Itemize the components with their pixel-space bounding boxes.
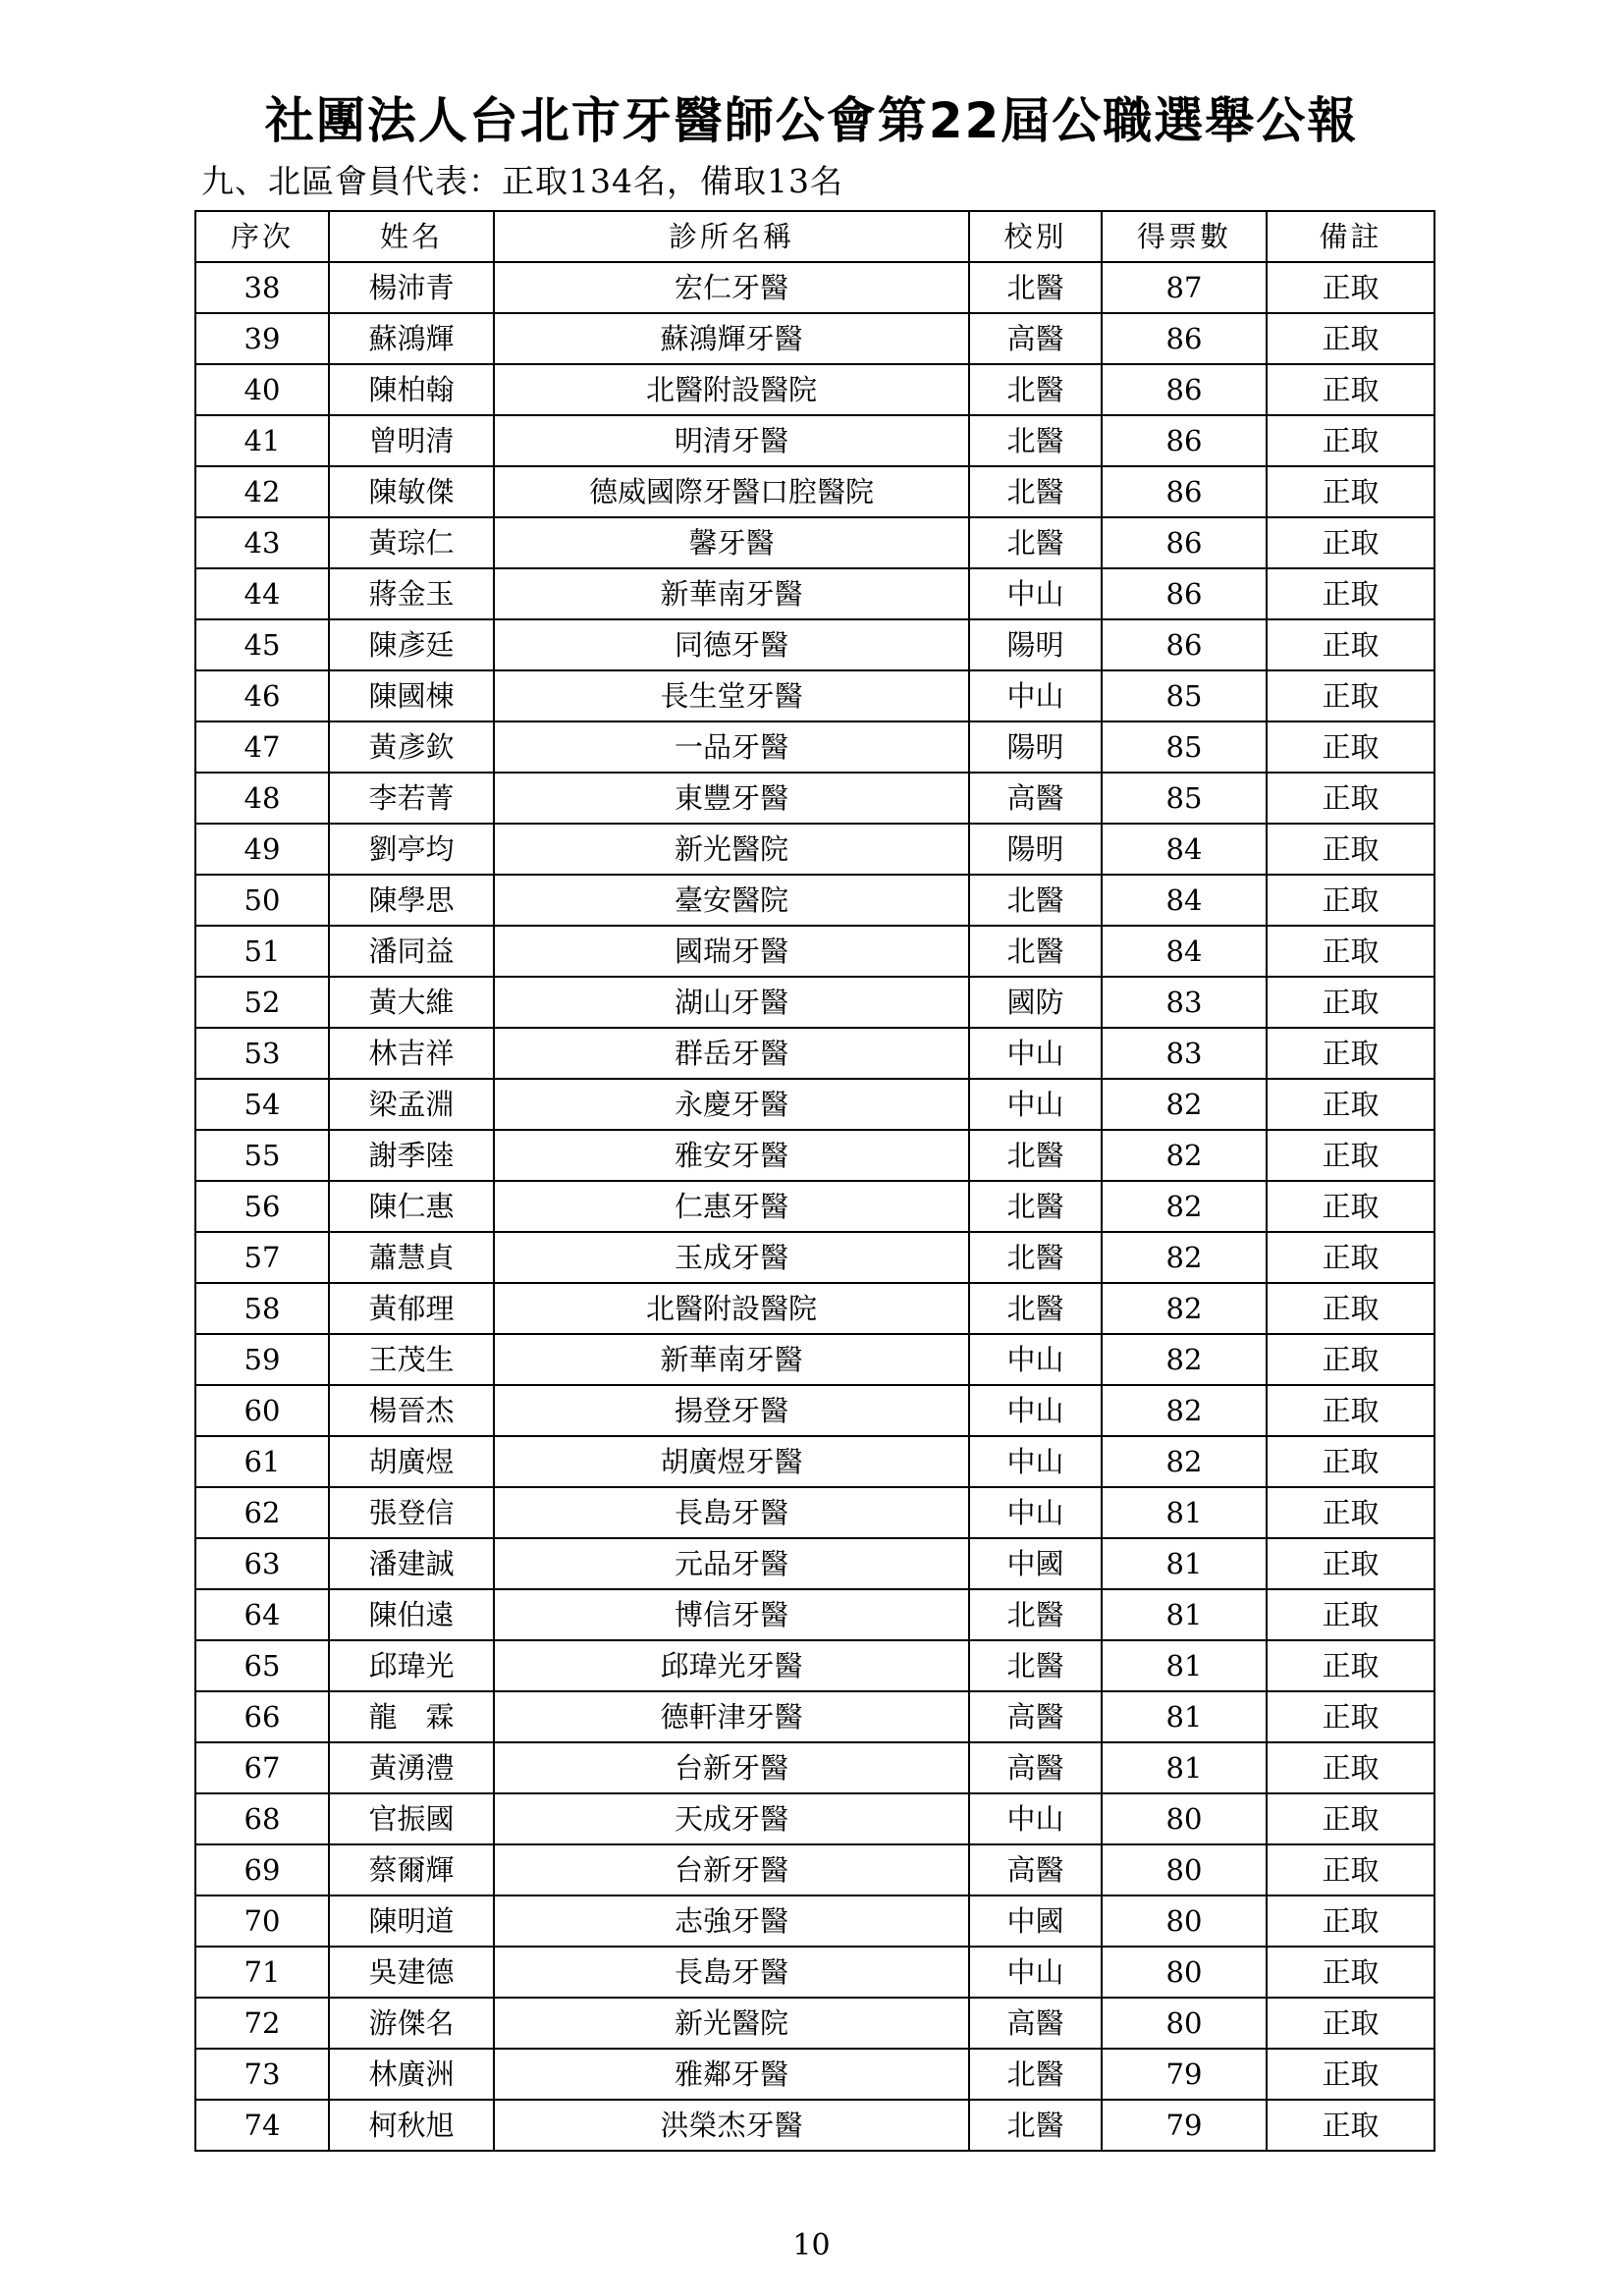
remark-cell: 正取 bbox=[1267, 1793, 1434, 1844]
votes-cell: 83 bbox=[1102, 977, 1267, 1028]
table-row bbox=[195, 1487, 1434, 1538]
clinic-cell: 湖山牙醫 bbox=[494, 977, 969, 1028]
table-row bbox=[195, 1538, 1434, 1589]
remark-cell: 正取 bbox=[1267, 1896, 1434, 1947]
votes-cell: 80 bbox=[1102, 1947, 1267, 1998]
table-row bbox=[195, 517, 1434, 568]
clinic-cell: 台新牙醫 bbox=[494, 1844, 969, 1896]
clinic-cell: 永慶牙醫 bbox=[494, 1079, 969, 1130]
clinic-cell: 明清牙醫 bbox=[494, 415, 969, 466]
clinic-cell: 邱瑋光牙醫 bbox=[494, 1640, 969, 1691]
remark-cell: 正取 bbox=[1267, 1079, 1434, 1130]
name-cell: 邱瑋光 bbox=[329, 1640, 494, 1691]
name-cell: 陳柏翰 bbox=[329, 364, 494, 415]
votes-cell: 86 bbox=[1102, 619, 1267, 670]
seq-cell: 48 bbox=[195, 773, 329, 824]
name-cell: 蔡爾輝 bbox=[329, 1844, 494, 1896]
school-cell: 中山 bbox=[969, 670, 1102, 721]
clinic-cell: 宏仁牙醫 bbox=[494, 262, 969, 313]
school-cell: 中山 bbox=[969, 1947, 1102, 1998]
school-cell: 北醫 bbox=[969, 1181, 1102, 1232]
school-cell: 高醫 bbox=[969, 773, 1102, 824]
remark-cell: 正取 bbox=[1267, 977, 1434, 1028]
remark-cell: 正取 bbox=[1267, 824, 1434, 875]
name-cell: 胡廣煜 bbox=[329, 1436, 494, 1487]
votes-cell: 83 bbox=[1102, 1028, 1267, 1079]
votes-cell: 80 bbox=[1102, 1998, 1267, 2049]
page-number: 10 bbox=[792, 2228, 831, 2263]
remark-cell: 正取 bbox=[1267, 2049, 1434, 2100]
school-cell: 中國 bbox=[969, 1896, 1102, 1947]
school-cell: 北醫 bbox=[969, 926, 1102, 977]
table-row bbox=[195, 1640, 1434, 1691]
clinic-cell: 長島牙醫 bbox=[494, 1487, 969, 1538]
table-row bbox=[195, 926, 1434, 977]
remark-cell: 正取 bbox=[1267, 568, 1434, 619]
seq-cell: 54 bbox=[195, 1079, 329, 1130]
votes-cell: 81 bbox=[1102, 1589, 1267, 1640]
school-cell: 北醫 bbox=[969, 364, 1102, 415]
name-cell: 陳學思 bbox=[329, 875, 494, 926]
school-cell: 高醫 bbox=[969, 313, 1102, 364]
school-cell: 北醫 bbox=[969, 1589, 1102, 1640]
school-cell: 北醫 bbox=[969, 2049, 1102, 2100]
section-subtitle: 九、北區會員代表：正取134名，備取13名 bbox=[201, 162, 843, 200]
votes-cell: 80 bbox=[1102, 1844, 1267, 1896]
remark-cell: 正取 bbox=[1267, 670, 1434, 721]
name-cell: 林廣洲 bbox=[329, 2049, 494, 2100]
remark-cell: 正取 bbox=[1267, 721, 1434, 773]
clinic-cell: 群岳牙醫 bbox=[494, 1028, 969, 1079]
remark-cell: 正取 bbox=[1267, 313, 1434, 364]
clinic-cell: 一品牙醫 bbox=[494, 721, 969, 773]
remark-cell: 正取 bbox=[1267, 1589, 1434, 1640]
name-cell: 蕭慧貞 bbox=[329, 1232, 494, 1283]
table-row bbox=[195, 1947, 1434, 1998]
name-cell: 林吉祥 bbox=[329, 1028, 494, 1079]
remark-cell: 正取 bbox=[1267, 1436, 1434, 1487]
name-cell: 黃湧澧 bbox=[329, 1742, 494, 1793]
table-row bbox=[195, 1385, 1434, 1436]
name-cell: 謝季陸 bbox=[329, 1130, 494, 1181]
name-cell: 黃郁理 bbox=[329, 1283, 494, 1334]
table-row bbox=[195, 1691, 1434, 1742]
table-row bbox=[195, 619, 1434, 670]
name-cell: 楊沛青 bbox=[329, 262, 494, 313]
school-cell: 陽明 bbox=[969, 619, 1102, 670]
votes-cell: 82 bbox=[1102, 1130, 1267, 1181]
name-cell: 劉亭均 bbox=[329, 824, 494, 875]
votes-cell: 82 bbox=[1102, 1385, 1267, 1436]
header-cell-remark: 備註 bbox=[1267, 211, 1434, 262]
remark-cell: 正取 bbox=[1267, 1742, 1434, 1793]
seq-cell: 50 bbox=[195, 875, 329, 926]
seq-cell: 72 bbox=[195, 1998, 329, 2049]
table-row bbox=[195, 568, 1434, 619]
table-row bbox=[195, 2100, 1434, 2151]
votes-cell: 82 bbox=[1102, 1181, 1267, 1232]
name-cell: 柯秋旭 bbox=[329, 2100, 494, 2151]
name-cell: 陳明道 bbox=[329, 1896, 494, 1947]
remark-cell: 正取 bbox=[1267, 1691, 1434, 1742]
votes-cell: 81 bbox=[1102, 1691, 1267, 1742]
votes-cell: 85 bbox=[1102, 773, 1267, 824]
results-table bbox=[194, 210, 1435, 2152]
table-row bbox=[195, 313, 1434, 364]
table-row bbox=[195, 2049, 1434, 2100]
name-cell: 蔣金玉 bbox=[329, 568, 494, 619]
seq-cell: 68 bbox=[195, 1793, 329, 1844]
school-cell: 北醫 bbox=[969, 517, 1102, 568]
seq-cell: 40 bbox=[195, 364, 329, 415]
seq-cell: 59 bbox=[195, 1334, 329, 1385]
seq-cell: 45 bbox=[195, 619, 329, 670]
clinic-cell: 雅鄰牙醫 bbox=[494, 2049, 969, 2100]
name-cell: 陳仁惠 bbox=[329, 1181, 494, 1232]
name-cell: 黃大維 bbox=[329, 977, 494, 1028]
table-row bbox=[195, 1589, 1434, 1640]
remark-cell: 正取 bbox=[1267, 1844, 1434, 1896]
school-cell: 北醫 bbox=[969, 1283, 1102, 1334]
document-title: 社團法人台北市牙醫師公會第22屆公職選舉公報 bbox=[264, 92, 1359, 149]
name-cell: 游傑名 bbox=[329, 1998, 494, 2049]
school-cell: 北醫 bbox=[969, 2100, 1102, 2151]
votes-cell: 82 bbox=[1102, 1232, 1267, 1283]
table-body bbox=[195, 262, 1434, 2151]
votes-cell: 85 bbox=[1102, 721, 1267, 773]
school-cell: 中山 bbox=[969, 1079, 1102, 1130]
table-row bbox=[195, 1283, 1434, 1334]
remark-cell: 正取 bbox=[1267, 619, 1434, 670]
clinic-cell: 德威國際牙醫口腔醫院 bbox=[494, 466, 969, 517]
remark-cell: 正取 bbox=[1267, 1334, 1434, 1385]
school-cell: 北醫 bbox=[969, 875, 1102, 926]
clinic-cell: 德軒津牙醫 bbox=[494, 1691, 969, 1742]
votes-cell: 85 bbox=[1102, 670, 1267, 721]
school-cell: 中山 bbox=[969, 1793, 1102, 1844]
votes-cell: 86 bbox=[1102, 517, 1267, 568]
seq-cell: 46 bbox=[195, 670, 329, 721]
school-cell: 北醫 bbox=[969, 1232, 1102, 1283]
clinic-cell: 蘇鴻輝牙醫 bbox=[494, 313, 969, 364]
school-cell: 北醫 bbox=[969, 1130, 1102, 1181]
clinic-cell: 長島牙醫 bbox=[494, 1947, 969, 1998]
school-cell: 北醫 bbox=[969, 466, 1102, 517]
votes-cell: 79 bbox=[1102, 2049, 1267, 2100]
remark-cell: 正取 bbox=[1267, 1385, 1434, 1436]
remark-cell: 正取 bbox=[1267, 1283, 1434, 1334]
name-cell: 官振國 bbox=[329, 1793, 494, 1844]
votes-cell: 86 bbox=[1102, 568, 1267, 619]
remark-cell: 正取 bbox=[1267, 1181, 1434, 1232]
seq-cell: 55 bbox=[195, 1130, 329, 1181]
school-cell: 高醫 bbox=[969, 1691, 1102, 1742]
clinic-cell: 玉成牙醫 bbox=[494, 1232, 969, 1283]
votes-cell: 84 bbox=[1102, 824, 1267, 875]
clinic-cell: 新華南牙醫 bbox=[494, 568, 969, 619]
seq-cell: 74 bbox=[195, 2100, 329, 2151]
table-row bbox=[195, 670, 1434, 721]
clinic-cell: 洪榮杰牙醫 bbox=[494, 2100, 969, 2151]
votes-cell: 86 bbox=[1102, 313, 1267, 364]
table-row bbox=[195, 721, 1434, 773]
name-cell: 陳伯遠 bbox=[329, 1589, 494, 1640]
school-cell: 陽明 bbox=[969, 721, 1102, 773]
seq-cell: 43 bbox=[195, 517, 329, 568]
seq-cell: 41 bbox=[195, 415, 329, 466]
name-cell: 潘建誠 bbox=[329, 1538, 494, 1589]
votes-cell: 82 bbox=[1102, 1079, 1267, 1130]
school-cell: 北醫 bbox=[969, 1640, 1102, 1691]
seq-cell: 61 bbox=[195, 1436, 329, 1487]
table-row bbox=[195, 875, 1434, 926]
table-row bbox=[195, 1742, 1434, 1793]
seq-cell: 51 bbox=[195, 926, 329, 977]
remark-cell: 正取 bbox=[1267, 466, 1434, 517]
remark-cell: 正取 bbox=[1267, 1232, 1434, 1283]
remark-cell: 正取 bbox=[1267, 415, 1434, 466]
clinic-cell: 新光醫院 bbox=[494, 1998, 969, 2049]
school-cell: 中山 bbox=[969, 1334, 1102, 1385]
table-row bbox=[195, 466, 1434, 517]
seq-cell: 44 bbox=[195, 568, 329, 619]
clinic-cell: 同德牙醫 bbox=[494, 619, 969, 670]
remark-cell: 正取 bbox=[1267, 1947, 1434, 1998]
seq-cell: 38 bbox=[195, 262, 329, 313]
seq-cell: 71 bbox=[195, 1947, 329, 1998]
table-row bbox=[195, 1436, 1434, 1487]
seq-cell: 65 bbox=[195, 1640, 329, 1691]
votes-cell: 81 bbox=[1102, 1640, 1267, 1691]
name-cell: 楊晉杰 bbox=[329, 1385, 494, 1436]
seq-cell: 49 bbox=[195, 824, 329, 875]
table-row bbox=[195, 262, 1434, 313]
name-cell: 黃琮仁 bbox=[329, 517, 494, 568]
clinic-cell: 北醫附設醫院 bbox=[494, 364, 969, 415]
seq-cell: 52 bbox=[195, 977, 329, 1028]
votes-cell: 80 bbox=[1102, 1793, 1267, 1844]
clinic-cell: 臺安醫院 bbox=[494, 875, 969, 926]
seq-cell: 69 bbox=[195, 1844, 329, 1896]
name-cell: 潘同益 bbox=[329, 926, 494, 977]
clinic-cell: 台新牙醫 bbox=[494, 1742, 969, 1793]
clinic-cell: 仁惠牙醫 bbox=[494, 1181, 969, 1232]
seq-cell: 57 bbox=[195, 1232, 329, 1283]
table-row bbox=[195, 1232, 1434, 1283]
clinic-cell: 長生堂牙醫 bbox=[494, 670, 969, 721]
remark-cell: 正取 bbox=[1267, 364, 1434, 415]
seq-cell: 47 bbox=[195, 721, 329, 773]
name-cell: 陳國棟 bbox=[329, 670, 494, 721]
table-row bbox=[195, 1896, 1434, 1947]
seq-cell: 58 bbox=[195, 1283, 329, 1334]
votes-cell: 81 bbox=[1102, 1487, 1267, 1538]
seq-cell: 67 bbox=[195, 1742, 329, 1793]
table-row bbox=[195, 977, 1434, 1028]
school-cell: 北醫 bbox=[969, 415, 1102, 466]
school-cell: 中山 bbox=[969, 1487, 1102, 1538]
header-cell-clinic: 診所名稱 bbox=[494, 211, 969, 262]
votes-cell: 81 bbox=[1102, 1538, 1267, 1589]
seq-cell: 64 bbox=[195, 1589, 329, 1640]
votes-cell: 82 bbox=[1102, 1436, 1267, 1487]
remark-cell: 正取 bbox=[1267, 2100, 1434, 2151]
votes-cell: 86 bbox=[1102, 415, 1267, 466]
remark-cell: 正取 bbox=[1267, 1487, 1434, 1538]
votes-cell: 86 bbox=[1102, 364, 1267, 415]
seq-cell: 73 bbox=[195, 2049, 329, 2100]
table-row bbox=[195, 1079, 1434, 1130]
clinic-cell: 國瑞牙醫 bbox=[494, 926, 969, 977]
remark-cell: 正取 bbox=[1267, 262, 1434, 313]
clinic-cell: 揚登牙醫 bbox=[494, 1385, 969, 1436]
seq-cell: 70 bbox=[195, 1896, 329, 1947]
seq-cell: 56 bbox=[195, 1181, 329, 1232]
votes-cell: 82 bbox=[1102, 1334, 1267, 1385]
clinic-cell: 博信牙醫 bbox=[494, 1589, 969, 1640]
clinic-cell: 元品牙醫 bbox=[494, 1538, 969, 1589]
votes-cell: 87 bbox=[1102, 262, 1267, 313]
clinic-cell: 志強牙醫 bbox=[494, 1896, 969, 1947]
clinic-cell: 雅安牙醫 bbox=[494, 1130, 969, 1181]
remark-cell: 正取 bbox=[1267, 1028, 1434, 1079]
remark-cell: 正取 bbox=[1267, 773, 1434, 824]
clinic-cell: 天成牙醫 bbox=[494, 1793, 969, 1844]
school-cell: 高醫 bbox=[969, 1998, 1102, 2049]
school-cell: 中山 bbox=[969, 1385, 1102, 1436]
name-cell: 王茂生 bbox=[329, 1334, 494, 1385]
name-cell: 蘇鴻輝 bbox=[329, 313, 494, 364]
clinic-cell: 東豐牙醫 bbox=[494, 773, 969, 824]
name-cell: 吳建德 bbox=[329, 1947, 494, 1998]
clinic-cell: 胡廣煜牙醫 bbox=[494, 1436, 969, 1487]
header-cell-seq: 序次 bbox=[195, 211, 329, 262]
remark-cell: 正取 bbox=[1267, 1130, 1434, 1181]
school-cell: 北醫 bbox=[969, 262, 1102, 313]
table-row bbox=[195, 824, 1434, 875]
table-row bbox=[195, 773, 1434, 824]
school-cell: 高醫 bbox=[969, 1742, 1102, 1793]
votes-cell: 84 bbox=[1102, 926, 1267, 977]
school-cell: 中山 bbox=[969, 568, 1102, 619]
school-cell: 國防 bbox=[969, 977, 1102, 1028]
seq-cell: 53 bbox=[195, 1028, 329, 1079]
header-row bbox=[195, 211, 1434, 262]
remark-cell: 正取 bbox=[1267, 1538, 1434, 1589]
table-row bbox=[195, 1130, 1434, 1181]
table-header bbox=[195, 211, 1434, 262]
seq-cell: 62 bbox=[195, 1487, 329, 1538]
name-cell: 李若菁 bbox=[329, 773, 494, 824]
school-cell: 陽明 bbox=[969, 824, 1102, 875]
votes-cell: 84 bbox=[1102, 875, 1267, 926]
votes-cell: 82 bbox=[1102, 1283, 1267, 1334]
clinic-cell: 新華南牙醫 bbox=[494, 1334, 969, 1385]
name-cell: 黃彥欽 bbox=[329, 721, 494, 773]
seq-cell: 63 bbox=[195, 1538, 329, 1589]
name-cell: 曾明清 bbox=[329, 415, 494, 466]
remark-cell: 正取 bbox=[1267, 1640, 1434, 1691]
remark-cell: 正取 bbox=[1267, 875, 1434, 926]
header-cell-name: 姓名 bbox=[329, 211, 494, 262]
clinic-cell: 新光醫院 bbox=[494, 824, 969, 875]
clinic-cell: 馨牙醫 bbox=[494, 517, 969, 568]
school-cell: 中山 bbox=[969, 1436, 1102, 1487]
clinic-cell: 北醫附設醫院 bbox=[494, 1283, 969, 1334]
school-cell: 高醫 bbox=[969, 1844, 1102, 1896]
name-cell: 陳敏傑 bbox=[329, 466, 494, 517]
table-row bbox=[195, 1793, 1434, 1844]
votes-cell: 81 bbox=[1102, 1742, 1267, 1793]
name-cell: 陳彥廷 bbox=[329, 619, 494, 670]
remark-cell: 正取 bbox=[1267, 517, 1434, 568]
seq-cell: 42 bbox=[195, 466, 329, 517]
name-cell: 梁孟淵 bbox=[329, 1079, 494, 1130]
remark-cell: 正取 bbox=[1267, 1998, 1434, 2049]
remark-cell: 正取 bbox=[1267, 926, 1434, 977]
table-row bbox=[195, 1334, 1434, 1385]
table-row bbox=[195, 1844, 1434, 1896]
header-cell-school: 校別 bbox=[969, 211, 1102, 262]
table-row bbox=[195, 1028, 1434, 1079]
seq-cell: 66 bbox=[195, 1691, 329, 1742]
table-row bbox=[195, 1998, 1434, 2049]
votes-cell: 80 bbox=[1102, 1896, 1267, 1947]
table-row bbox=[195, 364, 1434, 415]
table-row bbox=[195, 415, 1434, 466]
votes-cell: 79 bbox=[1102, 2100, 1267, 2151]
seq-cell: 39 bbox=[195, 313, 329, 364]
votes-cell: 86 bbox=[1102, 466, 1267, 517]
header-cell-votes: 得票數 bbox=[1102, 211, 1267, 262]
school-cell: 中山 bbox=[969, 1028, 1102, 1079]
seq-cell: 60 bbox=[195, 1385, 329, 1436]
name-cell: 龍 霖 bbox=[329, 1691, 494, 1742]
school-cell: 中國 bbox=[969, 1538, 1102, 1589]
table-row bbox=[195, 1181, 1434, 1232]
name-cell: 張登信 bbox=[329, 1487, 494, 1538]
